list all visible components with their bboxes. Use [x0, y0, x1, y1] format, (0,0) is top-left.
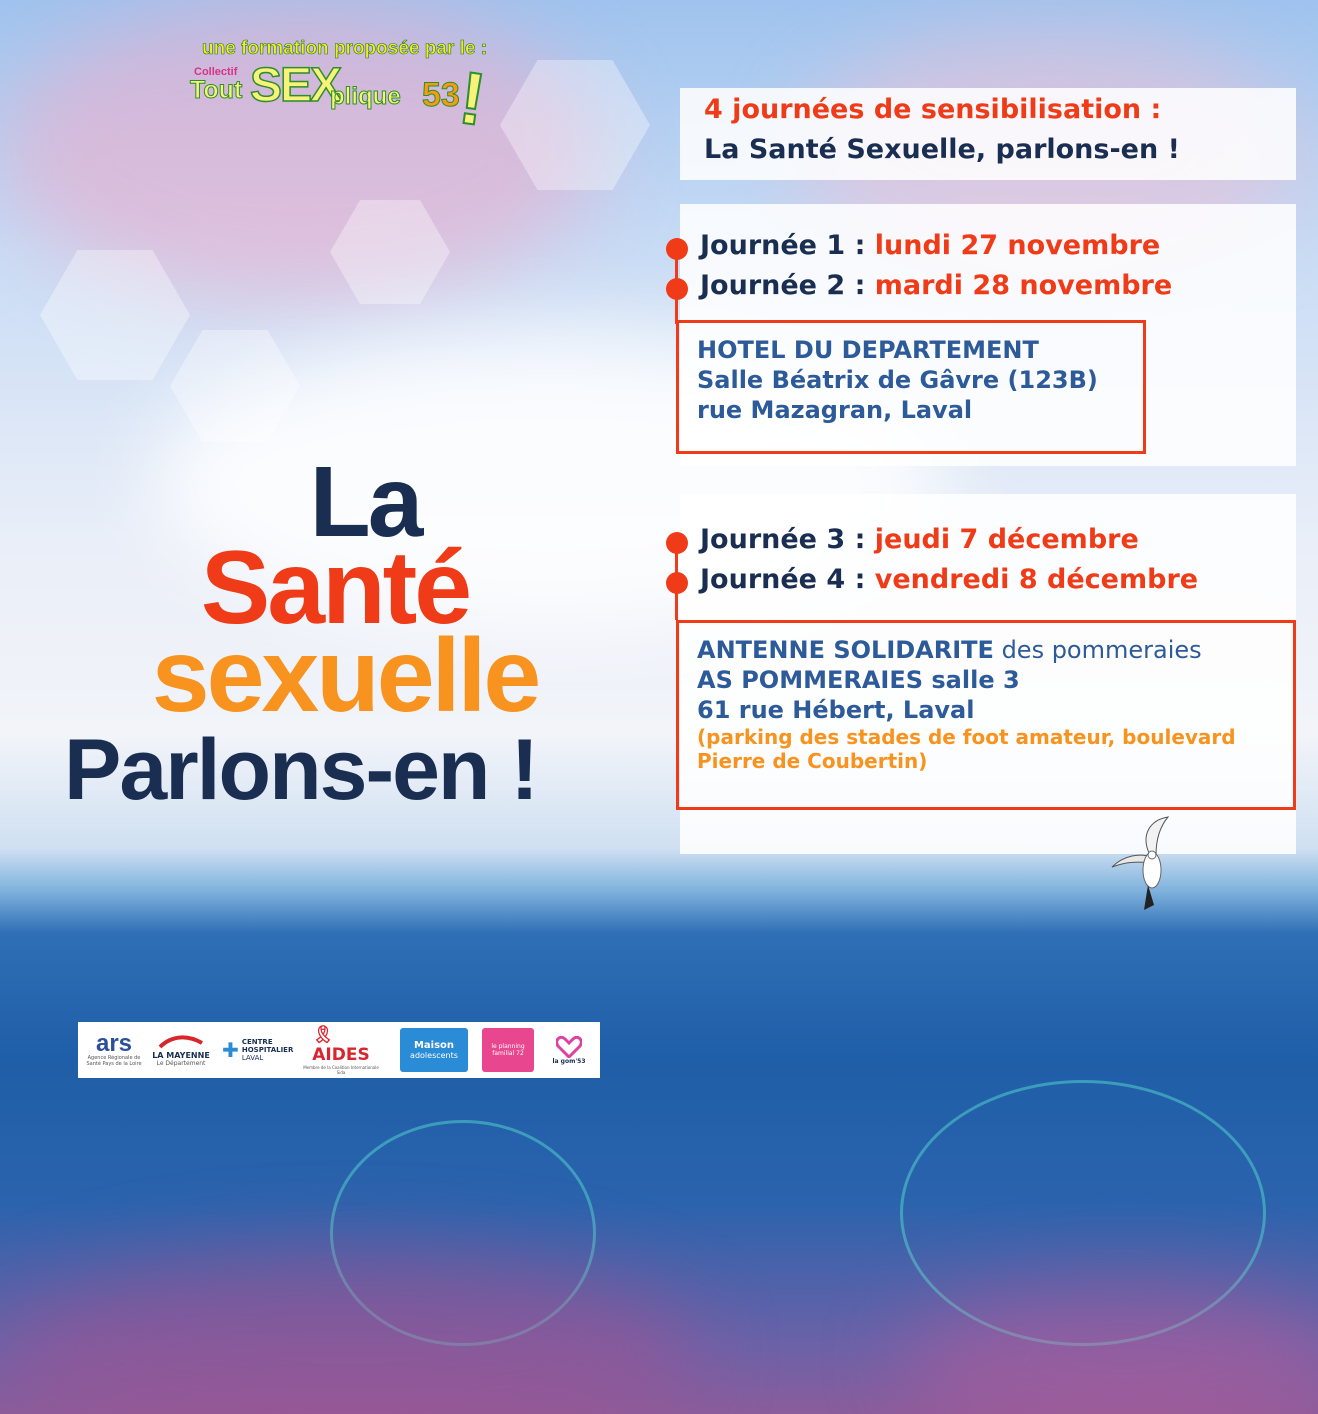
mayenne-swoosh-icon — [158, 1033, 204, 1051]
day-4 — [700, 564, 1198, 595]
hospital-cross-icon: ✚ — [222, 1038, 239, 1062]
venue-1-name: HOTEL DU DEPARTEMENT — [697, 336, 1039, 364]
day-1 — [700, 230, 1160, 261]
hospital-logo — [218, 1028, 292, 1072]
day-2-label: Journée 2 : — [700, 270, 875, 301]
hospital-logo-text-wrap — [241, 1038, 294, 1062]
headline-line-3: sexuelle — [151, 618, 539, 734]
day-1-date: lundi 27 novembre — [874, 230, 1161, 261]
venue-2-name-rest: des pommeraies — [993, 636, 1202, 664]
timeline-dot — [666, 238, 688, 260]
intro-line-1: 4 journées de sensibilisation : — [704, 94, 1162, 125]
day-3 — [700, 524, 1139, 555]
hospital-logo-text: CENTRE HOSPITALIER — [241, 1038, 294, 1054]
intro-panel — [680, 88, 1296, 180]
organizer-logo — [190, 38, 490, 148]
aids-ribbon-icon: 🎗 — [312, 1025, 334, 1045]
ars-logo-subtitle: Agence Régionale de Santé Pays de la Loire — [86, 1055, 142, 1067]
gom53-logo — [544, 1028, 594, 1072]
aides-logo-label: AIDES — [312, 1045, 370, 1065]
brand-tout: Tout — [190, 76, 243, 104]
venue-2-name-bold: ANTENNE SOLIDARITE — [697, 636, 994, 664]
brand-plique: plique — [330, 83, 401, 110]
brand-number: 53 — [422, 76, 460, 114]
day-2 — [700, 270, 1172, 301]
planning-familial-logo — [482, 1028, 534, 1072]
ars-logo — [84, 1028, 144, 1072]
headline-line-2: Santé — [200, 530, 470, 646]
venue-box-2 — [676, 620, 1296, 810]
schedule-block-1 — [680, 204, 1296, 466]
venue-box-1 — [676, 320, 1146, 454]
venue-2-address: 61 rue Hébert, Laval — [697, 696, 975, 724]
timeline-dot — [666, 572, 688, 594]
aides-logo-text — [312, 1025, 369, 1065]
venue-2-name — [697, 635, 1275, 665]
brand-collectif: Collectif — [194, 66, 238, 78]
schedule-block-2 — [680, 494, 1296, 854]
gom53-logo-text: la gom'53 — [552, 1057, 586, 1065]
timeline-dot — [666, 278, 688, 300]
sea-glow-purple — [0, 1250, 700, 1414]
maison-ados-logo-subtitle: adolescents — [410, 1051, 458, 1060]
day-3-date: jeudi 7 décembre — [874, 524, 1139, 555]
ars-logo-text: ars — [95, 1030, 133, 1057]
venue-1-address: rue Mazagran, Laval — [697, 396, 973, 424]
mayenne-logo — [150, 1028, 212, 1072]
partner-logos — [78, 1022, 600, 1078]
day-2-date: mardi 28 novembre — [874, 270, 1173, 301]
venue-2-room: AS POMMERAIES salle 3 — [697, 666, 1020, 694]
intro-line-2: La Santé Sexuelle, parlons-en ! — [704, 134, 1180, 165]
venue-2-parking-note: (parking des stades de foot amateur, boulevard Pierre de Coubertin) — [697, 725, 1236, 773]
headline-line-1: La — [309, 446, 421, 558]
hospital-logo-subtitle: LAVAL — [241, 1054, 264, 1062]
day-4-date: vendredi 8 décembre — [874, 564, 1199, 595]
headline — [0, 446, 690, 820]
aides-logo-subtitle: Membre de la Coalition Internationale Sida — [303, 1065, 379, 1075]
mayenne-logo-text: LA MAYENNE — [152, 1051, 210, 1060]
aides-logo — [300, 1025, 382, 1075]
rainbow-heart-icon — [556, 1036, 582, 1058]
timeline-dot — [666, 532, 688, 554]
maison-ados-logo — [400, 1028, 468, 1072]
day-3-label: Journée 3 : — [700, 524, 875, 555]
organizer-tagline: une formation proposée par le : — [202, 38, 488, 59]
maison-ados-logo-text: Maison — [413, 1040, 455, 1051]
planning-familial-logo-text: le planning familial 72 — [491, 1043, 525, 1057]
brand-exclaim: ! — [454, 55, 491, 142]
seagull-icon — [1110, 815, 1190, 915]
mayenne-logo-subtitle: Le Département — [156, 1060, 206, 1067]
brand-sex: SEX — [250, 59, 341, 112]
venue-1-room: Salle Béatrix de Gâvre (123B) — [697, 366, 1098, 394]
day-4-label: Journée 4 : — [700, 564, 875, 595]
day-1-label: Journée 1 : — [700, 230, 875, 261]
headline-line-4: Parlons-en ! — [64, 722, 537, 818]
